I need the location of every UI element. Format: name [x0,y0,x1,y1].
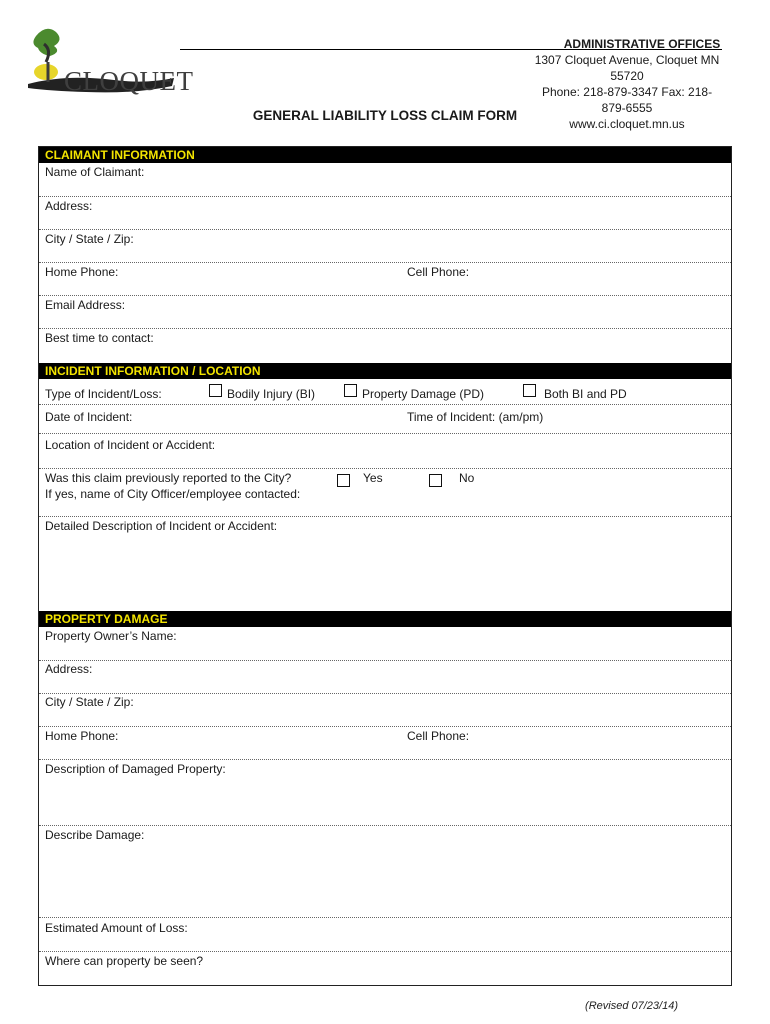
incident-description-label: Detailed Description of Incident or Accident: [45,519,278,533]
row-divider [39,433,731,434]
row-divider [39,726,731,727]
property-damage-checkbox[interactable] [344,384,357,397]
row-divider [39,516,731,517]
bodily-injury-label: Bodily Injury (BI) [227,387,316,401]
reported-question-label: Was this claim previously reported to the City? [45,471,292,485]
section-incident: INCIDENT INFORMATION / LOCATION [39,363,731,379]
claimant-home-phone-label: Home Phone: [45,265,119,279]
describe-damage-label: Describe Damage: [45,828,145,842]
claim-form [38,146,732,986]
property-seen-label: Where can property be seen? [45,954,204,968]
row-divider [39,660,731,661]
both-checkbox[interactable] [523,384,536,397]
property-address-label: Address: [45,662,93,676]
estimated-loss-label: Estimated Amount of Loss: [45,921,188,935]
form-title: GENERAL LIABILITY LOSS CLAIM FORM [252,108,518,123]
property-city-label: City / State / Zip: [45,695,134,709]
reported-no-label: No [459,471,475,485]
office-title: ADMINISTRATIVE OFFICES [563,37,721,51]
claimant-email-label: Email Address: [45,298,126,312]
claimant-best-time-label: Best time to contact: [45,331,154,345]
office-website[interactable]: www.ci.cloquet.mn.us [569,117,685,131]
row-divider [39,759,731,760]
row-divider [39,951,731,952]
claimant-name-label: Name of Claimant: [45,165,145,179]
section-property-damage: PROPERTY DAMAGE [39,611,731,627]
claimant-address-label: Address: [45,199,93,213]
claimant-cell-phone-label: Cell Phone: [407,265,470,279]
row-divider [39,825,731,826]
both-label: Both BI and PD [544,387,627,401]
row-divider [39,262,731,263]
property-damage-label: Property Damage (PD) [362,387,485,401]
row-divider [39,229,731,230]
office-address: 1307 Cloquet Avenue, Cloquet MN 55720 [534,53,720,83]
row-divider [39,917,731,918]
reported-yes-label: Yes [363,471,383,485]
row-divider [39,196,731,197]
reported-no-checkbox[interactable] [429,474,442,487]
logo-text: CLOQUET [64,66,194,96]
incident-date-label: Date of Incident: [45,410,133,424]
section-claimant: CLAIMANT INFORMATION [39,147,731,163]
row-divider [39,404,731,405]
row-divider [39,328,731,329]
property-owner-label: Property Owner’s Name: [45,629,177,643]
row-divider [39,468,731,469]
incident-type-label: Type of Incident/Loss: [45,387,162,401]
damaged-property-label: Description of Damaged Property: [45,762,226,776]
property-home-phone-label: Home Phone: [45,729,119,743]
claimant-city-label: City / State / Zip: [45,232,134,246]
property-cell-phone-label: Cell Phone: [407,729,470,743]
bodily-injury-checkbox[interactable] [209,384,222,397]
row-divider [39,693,731,694]
row-divider [39,295,731,296]
incident-location-label: Location of Incident or Accident: [45,438,216,452]
reported-yes-checkbox[interactable] [337,474,350,487]
revised-date: (Revised 07/23/14) [585,1000,678,1012]
cloquet-logo [26,22,194,102]
officer-contacted-label: If yes, name of City Officer/employee contacted: [45,487,301,501]
incident-time-label: Time of Incident: (am/pm) [407,410,544,424]
office-phone-fax: Phone: 218-879-3347 Fax: 218-879-6555 [541,85,713,115]
